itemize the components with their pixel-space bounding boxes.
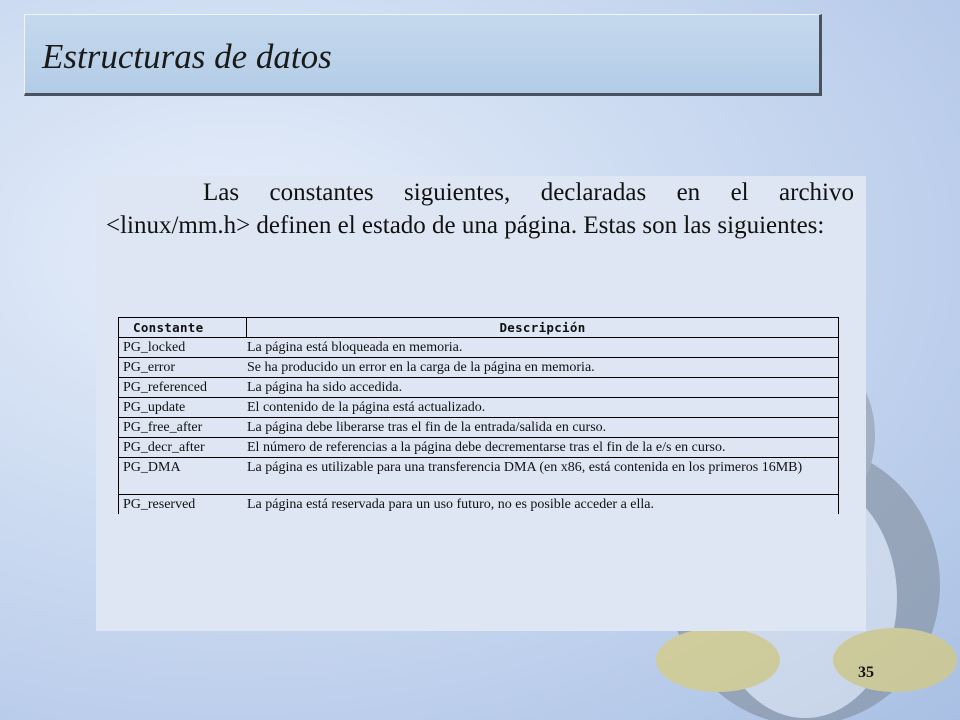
header-constante: Constante bbox=[119, 318, 247, 337]
title-box bbox=[24, 14, 822, 96]
constant-cell: PG_locked bbox=[123, 340, 186, 355]
constant-cell: PG_decr_after bbox=[123, 440, 205, 455]
constant-cell: PG_referenced bbox=[123, 380, 207, 395]
table-row bbox=[119, 338, 838, 358]
constant-cell: PG_free_after bbox=[123, 420, 203, 435]
table-row bbox=[119, 438, 838, 458]
page-state-table bbox=[118, 317, 839, 514]
table-row bbox=[119, 495, 838, 514]
description-cell: La página ha sido accedida. bbox=[247, 380, 403, 395]
constant-cell: PG_DMA bbox=[123, 460, 181, 475]
table-row bbox=[119, 458, 838, 495]
table-row bbox=[119, 418, 838, 438]
description-cell: Se ha producido un error en la carga de la página en memoria. bbox=[247, 360, 595, 375]
description-cell: La página es utilizable para una transferencia DMA (en x86, está contenida en los primeros 16MB) bbox=[247, 460, 803, 475]
table-header-row bbox=[119, 318, 838, 338]
page-number: 35 bbox=[858, 664, 874, 681]
content-panel bbox=[96, 176, 866, 631]
description-cell: La página está bloqueada en memoria. bbox=[247, 340, 463, 355]
description-cell: La página está reservada para un uso futuro, no es posible acceder a ella. bbox=[247, 497, 654, 512]
table-row bbox=[119, 358, 838, 378]
description-cell: El número de referencias a la página debe decrementarse tras el fin de la e/s en curso. bbox=[247, 440, 726, 455]
table-row bbox=[119, 378, 838, 398]
header-descripcion: Descripción bbox=[499, 320, 586, 335]
constant-cell: PG_error bbox=[123, 360, 176, 375]
intro-paragraph: Las constantes siguientes, declaradas en el archivo <linux/mm.h> definen el estado de una página. Estas son las siguientes: bbox=[106, 179, 854, 239]
table-row bbox=[119, 398, 838, 418]
slide-title: Estructuras de datos bbox=[42, 37, 332, 76]
description-cell: El contenido de la página está actualizado. bbox=[247, 400, 486, 415]
constant-cell: PG_reserved bbox=[123, 497, 196, 512]
description-cell: La página debe liberarse tras el fin de la entrada/salida en curso. bbox=[247, 420, 607, 435]
constant-cell: PG_update bbox=[123, 400, 186, 415]
